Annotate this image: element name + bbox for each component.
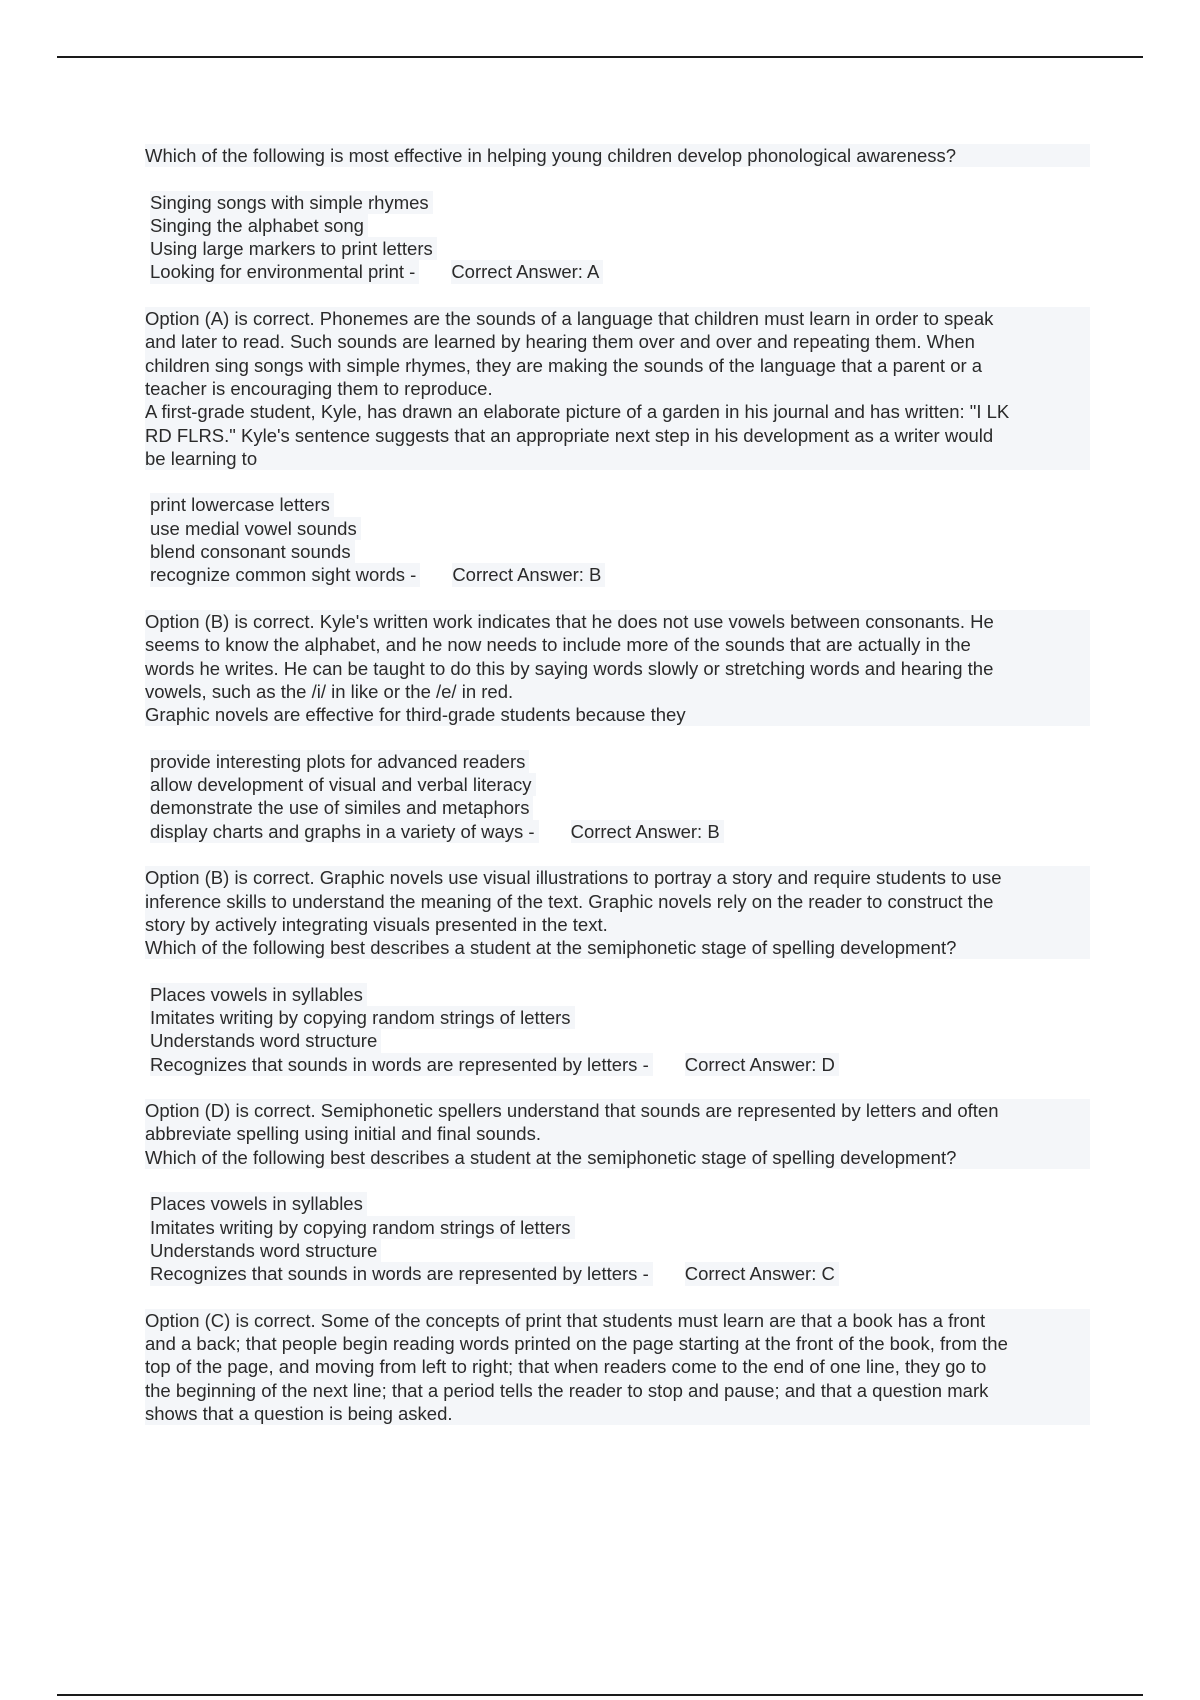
explanation-line: top of the page, and moving from left to right; that when readers come to the end of one line, they go to xyxy=(145,1355,1090,1378)
explanation-line: words he writes. He can be taught to do this by saying words slowly or stretching words and hearing the xyxy=(145,657,1090,680)
option-text: Looking for environmental print - xyxy=(150,260,419,283)
explanation-text xyxy=(145,1099,1090,1146)
option-row xyxy=(150,260,1090,283)
spacer xyxy=(145,959,1090,982)
question-text xyxy=(145,144,1090,167)
option-text: Understands word structure xyxy=(150,1029,381,1052)
option-row xyxy=(150,1239,1090,1262)
option-row xyxy=(150,1006,1090,1029)
spacer xyxy=(145,1169,1090,1192)
option-text: use medial vowel sounds xyxy=(150,517,361,540)
answer-options xyxy=(145,1192,1090,1285)
option-text: recognize common sight words - xyxy=(150,563,420,586)
question-block xyxy=(145,144,1090,400)
option-row xyxy=(150,237,1090,260)
correct-answer: Correct Answer: B xyxy=(452,563,605,586)
explanation-text xyxy=(145,866,1090,936)
option-text: Imitates writing by copying random strings of letters xyxy=(150,1006,575,1029)
option-row xyxy=(150,1029,1090,1052)
spacer xyxy=(145,1286,1090,1309)
option-text: Using large markers to print letters xyxy=(150,237,437,260)
spacer xyxy=(145,1076,1090,1099)
question-line: RD FLRS." Kyle's sentence suggests that an appropriate next step in his development as a writer would xyxy=(145,424,1090,447)
option-row xyxy=(150,1192,1090,1215)
explanation-text xyxy=(145,307,1090,400)
spacer xyxy=(145,470,1090,493)
option-text: Places vowels in syllables xyxy=(150,1192,367,1215)
spacer xyxy=(145,843,1090,866)
explanation-line: Option (A) is correct. Phonemes are the sounds of a language that children must learn in order to speak xyxy=(145,307,1090,330)
explanation-line: seems to know the alphabet, and he now needs to include more of the sounds that are actually in the xyxy=(145,633,1090,656)
explanation-line: vowels, such as the /i/ in like or the /e/ in red. xyxy=(145,680,1090,703)
correct-answer: Correct Answer: A xyxy=(451,260,603,283)
spacer xyxy=(145,726,1090,749)
question-line: Graphic novels are effective for third-grade students because they xyxy=(145,703,1090,726)
option-text: Recognizes that sounds in words are represented by letters - xyxy=(150,1262,653,1285)
option-row xyxy=(150,820,1090,843)
top-rule xyxy=(57,56,1143,58)
option-text: Places vowels in syllables xyxy=(150,983,367,1006)
spacer xyxy=(145,587,1090,610)
answer-options xyxy=(145,750,1090,843)
question-text xyxy=(145,400,1090,470)
option-text: allow development of visual and verbal literacy xyxy=(150,773,536,796)
correct-answer: Correct Answer: D xyxy=(685,1053,839,1076)
question-line: Which of the following is most effective in helping young children develop phonological awareness? xyxy=(145,144,1090,167)
explanation-line: abbreviate spelling using initial and final sounds. xyxy=(145,1122,1090,1145)
explanation-line: inference skills to understand the meaning of the text. Graphic novels rely on the reader to construct the xyxy=(145,890,1090,913)
question-block xyxy=(145,703,1090,936)
option-row xyxy=(150,750,1090,773)
option-text: print lowercase letters xyxy=(150,493,334,516)
explanation-line: shows that a question is being asked. xyxy=(145,1402,1090,1425)
option-text: provide interesting plots for advanced readers xyxy=(150,750,529,773)
question-block xyxy=(145,936,1090,1146)
explanation-line: teacher is encouraging them to reproduce. xyxy=(145,377,1090,400)
correct-answer: Correct Answer: C xyxy=(685,1262,839,1285)
option-row xyxy=(150,214,1090,237)
option-text: Singing the alphabet song xyxy=(150,214,368,237)
explanation-line: Option (B) is correct. Kyle's written work indicates that he does not use vowels between consonants. He xyxy=(145,610,1090,633)
explanation-line: and a back; that people begin reading words printed on the page starting at the front of the book, from the xyxy=(145,1332,1090,1355)
question-line: A first-grade student, Kyle, has drawn an elaborate picture of a garden in his journal and has written: "I LK xyxy=(145,400,1090,423)
question-text xyxy=(145,936,1090,959)
option-text: display charts and graphs in a variety of ways - xyxy=(150,820,539,843)
option-row xyxy=(150,773,1090,796)
explanation-line: and later to read. Such sounds are learned by hearing them over and over and repeating them. When xyxy=(145,330,1090,353)
option-text: Understands word structure xyxy=(150,1239,381,1262)
option-row xyxy=(150,1053,1090,1076)
option-text: demonstrate the use of similes and metaphors xyxy=(150,796,533,819)
option-text: blend consonant sounds xyxy=(150,540,355,563)
question-block xyxy=(145,1146,1090,1426)
spacer xyxy=(145,284,1090,307)
explanation-line: children sing songs with simple rhymes, they are making the sounds of the language that a parent or a xyxy=(145,354,1090,377)
explanation-text xyxy=(145,610,1090,703)
option-row xyxy=(150,517,1090,540)
option-row xyxy=(150,563,1090,586)
option-row xyxy=(150,191,1090,214)
explanation-line: the beginning of the next line; that a period tells the reader to stop and pause; and that a question mark xyxy=(145,1379,1090,1402)
explanation-line: Option (C) is correct. Some of the concepts of print that students must learn are that a book has a front xyxy=(145,1309,1090,1332)
question-line: Which of the following best describes a student at the semiphonetic stage of spelling development? xyxy=(145,936,1090,959)
answer-options xyxy=(145,493,1090,586)
bottom-rule xyxy=(57,1694,1143,1696)
question-text xyxy=(145,703,1090,726)
option-text: Imitates writing by copying random strings of letters xyxy=(150,1216,575,1239)
question-line: be learning to xyxy=(145,447,1090,470)
explanation-text xyxy=(145,1309,1090,1425)
option-row xyxy=(150,1216,1090,1239)
answer-options xyxy=(145,983,1090,1076)
question-text xyxy=(145,1146,1090,1169)
option-row xyxy=(150,493,1090,516)
explanation-line: Option (B) is correct. Graphic novels use visual illustrations to portray a story and require students to use xyxy=(145,866,1090,889)
option-row xyxy=(150,1262,1090,1285)
question-line: Which of the following best describes a student at the semiphonetic stage of spelling development? xyxy=(145,1146,1090,1169)
answer-options xyxy=(145,191,1090,284)
spacer xyxy=(145,167,1090,190)
question-block xyxy=(145,400,1090,703)
option-text: Recognizes that sounds in words are represented by letters - xyxy=(150,1053,653,1076)
option-row xyxy=(150,796,1090,819)
option-row xyxy=(150,983,1090,1006)
explanation-line: Option (D) is correct. Semiphonetic spellers understand that sounds are represented by letters and often xyxy=(145,1099,1090,1122)
document-body xyxy=(145,144,1090,1425)
correct-answer: Correct Answer: B xyxy=(571,820,724,843)
option-row xyxy=(150,540,1090,563)
option-text: Singing songs with simple rhymes xyxy=(150,191,433,214)
explanation-line: story by actively integrating visuals presented in the text. xyxy=(145,913,1090,936)
